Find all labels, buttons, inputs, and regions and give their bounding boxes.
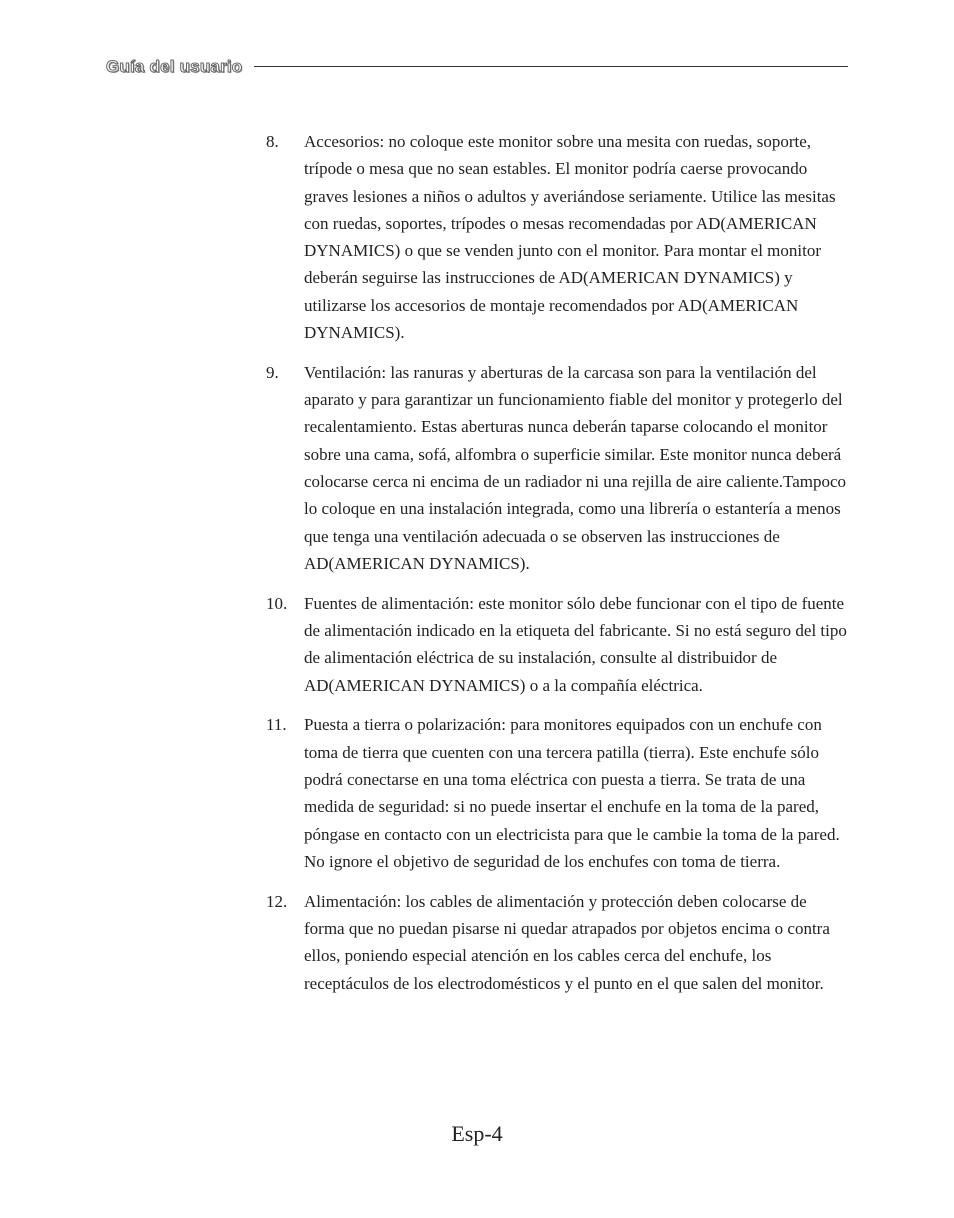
- item-number: 9.: [266, 362, 279, 382]
- item-number: 8.: [266, 132, 279, 151]
- header-title: Guía del usuario: [106, 57, 243, 76]
- item-text: Alimentación: los cables de alimentación y protección deben colocarse de forma que no puedan pisarse ni quedar atrapados por objetos encima o contra ellos, poniendo especial atención en los cables cerca del enchufe, los receptáculos de los electrodomésticos y el punto en el que salen del monitor.: [304, 891, 830, 993]
- list-item: [266, 128, 850, 346]
- list-item: [266, 359, 850, 577]
- item-text: Fuentes de alimentación: este monitor sólo debe funcionar con el tipo de fuente de alimentación indicado en la etiqueta del fabricante. Si no está seguro del tipo de alimentación eléctrica de su instalación, consulte al distribuidor de AD(AMERICAN DYNAMICS) o a la compañía eléctrica.: [304, 593, 847, 695]
- item-text: Puesta a tierra o polarización: para monitores equipados con un enchufe con toma de tierra que cuenten con una tercera patilla (tierra). Este enchufe sólo podrá conectarse en una toma eléctrica con puesta a tierra. Se trata de una medida de seguridad: si no puede insertar el enchufe en la toma de la pared, póngase en contacto con un electricista para que le cambie la toma de la pared. No ignore el objetivo de seguridad de los enchufes con toma de tierra.: [304, 715, 840, 871]
- item-text: Accesorios: no coloque este monitor sobre una mesita con ruedas, soporte, trípode o mesa que no sean estables. El monitor podría caerse provocando graves lesiones a niños o adultos y averiándose seriamente. Utilice las mesitas con ruedas, soportes, trípodes o mesas recomendadas por AD(AMERICAN DYNAMICS) o que se venden junto con el monitor. Para montar el monitor deberán seguirse las instrucciones de AD(AMERICAN DYNAMICS) y utilizarse los accesorios de montaje recomendados por AD(AMERICAN DYNAMICS).: [304, 132, 836, 343]
- item-number: 11.: [266, 715, 287, 735]
- page-number: Esp-4: [451, 1121, 503, 1146]
- numbered-list: [266, 128, 850, 1009]
- item-number: 12.: [266, 891, 288, 911]
- list-item: [266, 888, 850, 997]
- list-item: [266, 711, 850, 875]
- list-item: [266, 590, 850, 699]
- page-header: [106, 55, 848, 79]
- item-text: Ventilación: las ranuras y aberturas de la carcasa son para la ventilación del aparato y para garantizar un funcionamiento fiable del monitor y protegerlo del recalentamiento. Estas aberturas nunca deberán taparse colocando el monitor sobre una cama, sofá, alfombra o superficie similar. Este monitor nunca deberá colocarse cerca ni encima de un radiador ni una rejilla de aire caliente.Tampoco lo coloque en una instalación integrada, como una librería o estantería a menos que tenga una ventilación adecuada o se observen las instrucciones de AD(AMERICAN DYNAMICS).: [304, 362, 847, 573]
- header-rule: [254, 66, 848, 67]
- item-number: 10.: [266, 593, 288, 613]
